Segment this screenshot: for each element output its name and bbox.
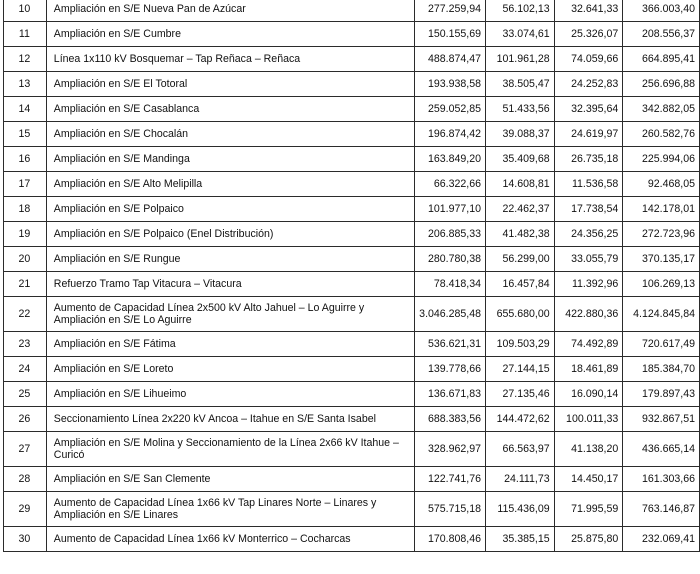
description-cell: Aumento de Capacidad Línea 1x66 kV Monterrico – Cocharcas (46, 527, 414, 552)
total-cell: 260.582,76 (623, 122, 700, 147)
row-number-cell: 21 (4, 272, 47, 297)
table-row (4, 247, 700, 272)
value-1-cell: 3.046.285,48 (415, 297, 486, 332)
description-cell: Refuerzo Tramo Tap Vitacura – Vitacura (46, 272, 414, 297)
description-cell: Ampliación en S/E Nueva Pan de Azúcar (46, 0, 414, 22)
description-cell: Ampliación en S/E Loreto (46, 357, 414, 382)
description-cell: Ampliación en S/E Fátima (46, 332, 414, 357)
value-3-cell: 32.395,64 (554, 97, 623, 122)
value-3-cell: 14.450,17 (554, 467, 623, 492)
table-row (4, 222, 700, 247)
project-cost-table (3, 0, 700, 552)
value-3-cell: 25.326,07 (554, 22, 623, 47)
value-1-cell: 688.383,56 (415, 407, 486, 432)
value-2-cell: 101.961,28 (486, 47, 555, 72)
table-row (4, 47, 700, 72)
value-1-cell: 139.778,66 (415, 357, 486, 382)
row-number-cell: 10 (4, 0, 47, 22)
description-cell: Ampliación en S/E Molina y Seccionamiento de la Línea 2x66 kV Itahue – Curicó (46, 432, 414, 467)
value-3-cell: 11.536,58 (554, 172, 623, 197)
row-number-cell: 28 (4, 467, 47, 492)
row-number-cell: 22 (4, 297, 47, 332)
description-cell: Ampliación en S/E Cumbre (46, 22, 414, 47)
value-2-cell: 14.608,81 (486, 172, 555, 197)
value-1-cell: 150.155,69 (415, 22, 486, 47)
row-number-cell: 25 (4, 382, 47, 407)
value-1-cell: 66.322,66 (415, 172, 486, 197)
value-2-cell: 27.135,46 (486, 382, 555, 407)
table-body (4, 0, 700, 552)
total-cell: 4.124.845,84 (623, 297, 700, 332)
row-number-cell: 12 (4, 47, 47, 72)
table-row (4, 172, 700, 197)
description-cell: Ampliación en S/E Lihueimo (46, 382, 414, 407)
value-2-cell: 56.102,13 (486, 0, 555, 22)
value-1-cell: 136.671,83 (415, 382, 486, 407)
value-2-cell: 24.111,73 (486, 467, 555, 492)
description-cell: Ampliación en S/E Alto Melipilla (46, 172, 414, 197)
table-row (4, 407, 700, 432)
value-3-cell: 32.641,33 (554, 0, 623, 22)
value-2-cell: 38.505,47 (486, 72, 555, 97)
value-1-cell: 277.259,94 (415, 0, 486, 22)
value-3-cell: 17.738,54 (554, 197, 623, 222)
table-row (4, 272, 700, 297)
value-2-cell: 655.680,00 (486, 297, 555, 332)
value-1-cell: 259.052,85 (415, 97, 486, 122)
value-2-cell: 144.472,62 (486, 407, 555, 432)
table-row (4, 147, 700, 172)
value-1-cell: 170.808,46 (415, 527, 486, 552)
table-row (4, 332, 700, 357)
value-3-cell: 16.090,14 (554, 382, 623, 407)
row-number-cell: 11 (4, 22, 47, 47)
total-cell: 161.303,66 (623, 467, 700, 492)
row-number-cell: 19 (4, 222, 47, 247)
total-cell: 179.897,43 (623, 382, 700, 407)
description-cell: Seccionamiento Línea 2x220 kV Ancoa – Itahue en S/E Santa Isabel (46, 407, 414, 432)
total-cell: 225.994,06 (623, 147, 700, 172)
value-1-cell: 536.621,31 (415, 332, 486, 357)
value-2-cell: 115.436,09 (486, 492, 555, 527)
description-cell: Aumento de Capacidad Línea 1x66 kV Tap Linares Norte – Linares y Ampliación en S/E Linares (46, 492, 414, 527)
value-3-cell: 422.880,36 (554, 297, 623, 332)
row-number-cell: 30 (4, 527, 47, 552)
total-cell: 366.003,40 (623, 0, 700, 22)
total-cell: 92.468,05 (623, 172, 700, 197)
value-2-cell: 33.074,61 (486, 22, 555, 47)
value-2-cell: 35.385,15 (486, 527, 555, 552)
value-2-cell: 41.482,38 (486, 222, 555, 247)
row-number-cell: 16 (4, 147, 47, 172)
row-number-cell: 26 (4, 407, 47, 432)
value-2-cell: 51.433,56 (486, 97, 555, 122)
description-cell: Ampliación en S/E Mandinga (46, 147, 414, 172)
total-cell: 185.384,70 (623, 357, 700, 382)
value-3-cell: 24.619,97 (554, 122, 623, 147)
value-1-cell: 206.885,33 (415, 222, 486, 247)
description-cell: Ampliación en S/E Rungue (46, 247, 414, 272)
value-2-cell: 56.299,00 (486, 247, 555, 272)
value-3-cell: 33.055,79 (554, 247, 623, 272)
total-cell: 720.617,49 (623, 332, 700, 357)
value-1-cell: 280.780,38 (415, 247, 486, 272)
row-number-cell: 24 (4, 357, 47, 382)
value-1-cell: 575.715,18 (415, 492, 486, 527)
total-cell: 272.723,96 (623, 222, 700, 247)
value-3-cell: 41.138,20 (554, 432, 623, 467)
value-3-cell: 18.461,89 (554, 357, 623, 382)
table-row (4, 382, 700, 407)
value-1-cell: 163.849,20 (415, 147, 486, 172)
value-3-cell: 74.059,66 (554, 47, 623, 72)
value-3-cell: 71.995,59 (554, 492, 623, 527)
value-3-cell: 100.011,33 (554, 407, 623, 432)
value-1-cell: 196.874,42 (415, 122, 486, 147)
row-number-cell: 15 (4, 122, 47, 147)
total-cell: 664.895,41 (623, 47, 700, 72)
total-cell: 232.069,41 (623, 527, 700, 552)
table-row (4, 527, 700, 552)
row-number-cell: 20 (4, 247, 47, 272)
description-cell: Aumento de Capacidad Línea 2x500 kV Alto Jahuel – Lo Aguirre y Ampliación en S/E Lo Aguirre (46, 297, 414, 332)
row-number-cell: 23 (4, 332, 47, 357)
description-cell: Ampliación en S/E Polpaico (46, 197, 414, 222)
description-cell: Ampliación en S/E Chocalán (46, 122, 414, 147)
value-3-cell: 11.392,96 (554, 272, 623, 297)
value-3-cell: 24.356,25 (554, 222, 623, 247)
value-1-cell: 488.874,47 (415, 47, 486, 72)
table-row (4, 197, 700, 222)
table-row (4, 72, 700, 97)
table-row (4, 0, 700, 22)
value-2-cell: 109.503,29 (486, 332, 555, 357)
row-number-cell: 14 (4, 97, 47, 122)
value-3-cell: 25.875,80 (554, 527, 623, 552)
value-2-cell: 16.457,84 (486, 272, 555, 297)
table-row (4, 432, 700, 467)
description-cell: Ampliación en S/E El Totoral (46, 72, 414, 97)
total-cell: 342.882,05 (623, 97, 700, 122)
table-row (4, 297, 700, 332)
description-cell: Ampliación en S/E San Clemente (46, 467, 414, 492)
total-cell: 256.696,88 (623, 72, 700, 97)
total-cell: 106.269,13 (623, 272, 700, 297)
value-2-cell: 35.409,68 (486, 147, 555, 172)
row-number-cell: 29 (4, 492, 47, 527)
value-2-cell: 27.144,15 (486, 357, 555, 382)
value-1-cell: 328.962,97 (415, 432, 486, 467)
value-3-cell: 24.252,83 (554, 72, 623, 97)
value-2-cell: 39.088,37 (486, 122, 555, 147)
total-cell: 436.665,14 (623, 432, 700, 467)
description-cell: Ampliación en S/E Polpaico (Enel Distribución) (46, 222, 414, 247)
row-number-cell: 13 (4, 72, 47, 97)
table-row (4, 492, 700, 527)
row-number-cell: 17 (4, 172, 47, 197)
table-row (4, 122, 700, 147)
row-number-cell: 27 (4, 432, 47, 467)
value-3-cell: 26.735,18 (554, 147, 623, 172)
value-2-cell: 66.563,97 (486, 432, 555, 467)
description-cell: Línea 1x110 kV Bosquemar – Tap Reñaca – Reñaca (46, 47, 414, 72)
value-1-cell: 122.741,76 (415, 467, 486, 492)
table-row (4, 467, 700, 492)
total-cell: 763.146,87 (623, 492, 700, 527)
total-cell: 370.135,17 (623, 247, 700, 272)
value-1-cell: 78.418,34 (415, 272, 486, 297)
total-cell: 208.556,37 (623, 22, 700, 47)
value-1-cell: 101.977,10 (415, 197, 486, 222)
value-2-cell: 22.462,37 (486, 197, 555, 222)
table-row (4, 97, 700, 122)
description-cell: Ampliación en S/E Casablanca (46, 97, 414, 122)
row-number-cell: 18 (4, 197, 47, 222)
value-3-cell: 74.492,89 (554, 332, 623, 357)
table-row (4, 22, 700, 47)
table-row (4, 357, 700, 382)
total-cell: 932.867,51 (623, 407, 700, 432)
total-cell: 142.178,01 (623, 197, 700, 222)
value-1-cell: 193.938,58 (415, 72, 486, 97)
